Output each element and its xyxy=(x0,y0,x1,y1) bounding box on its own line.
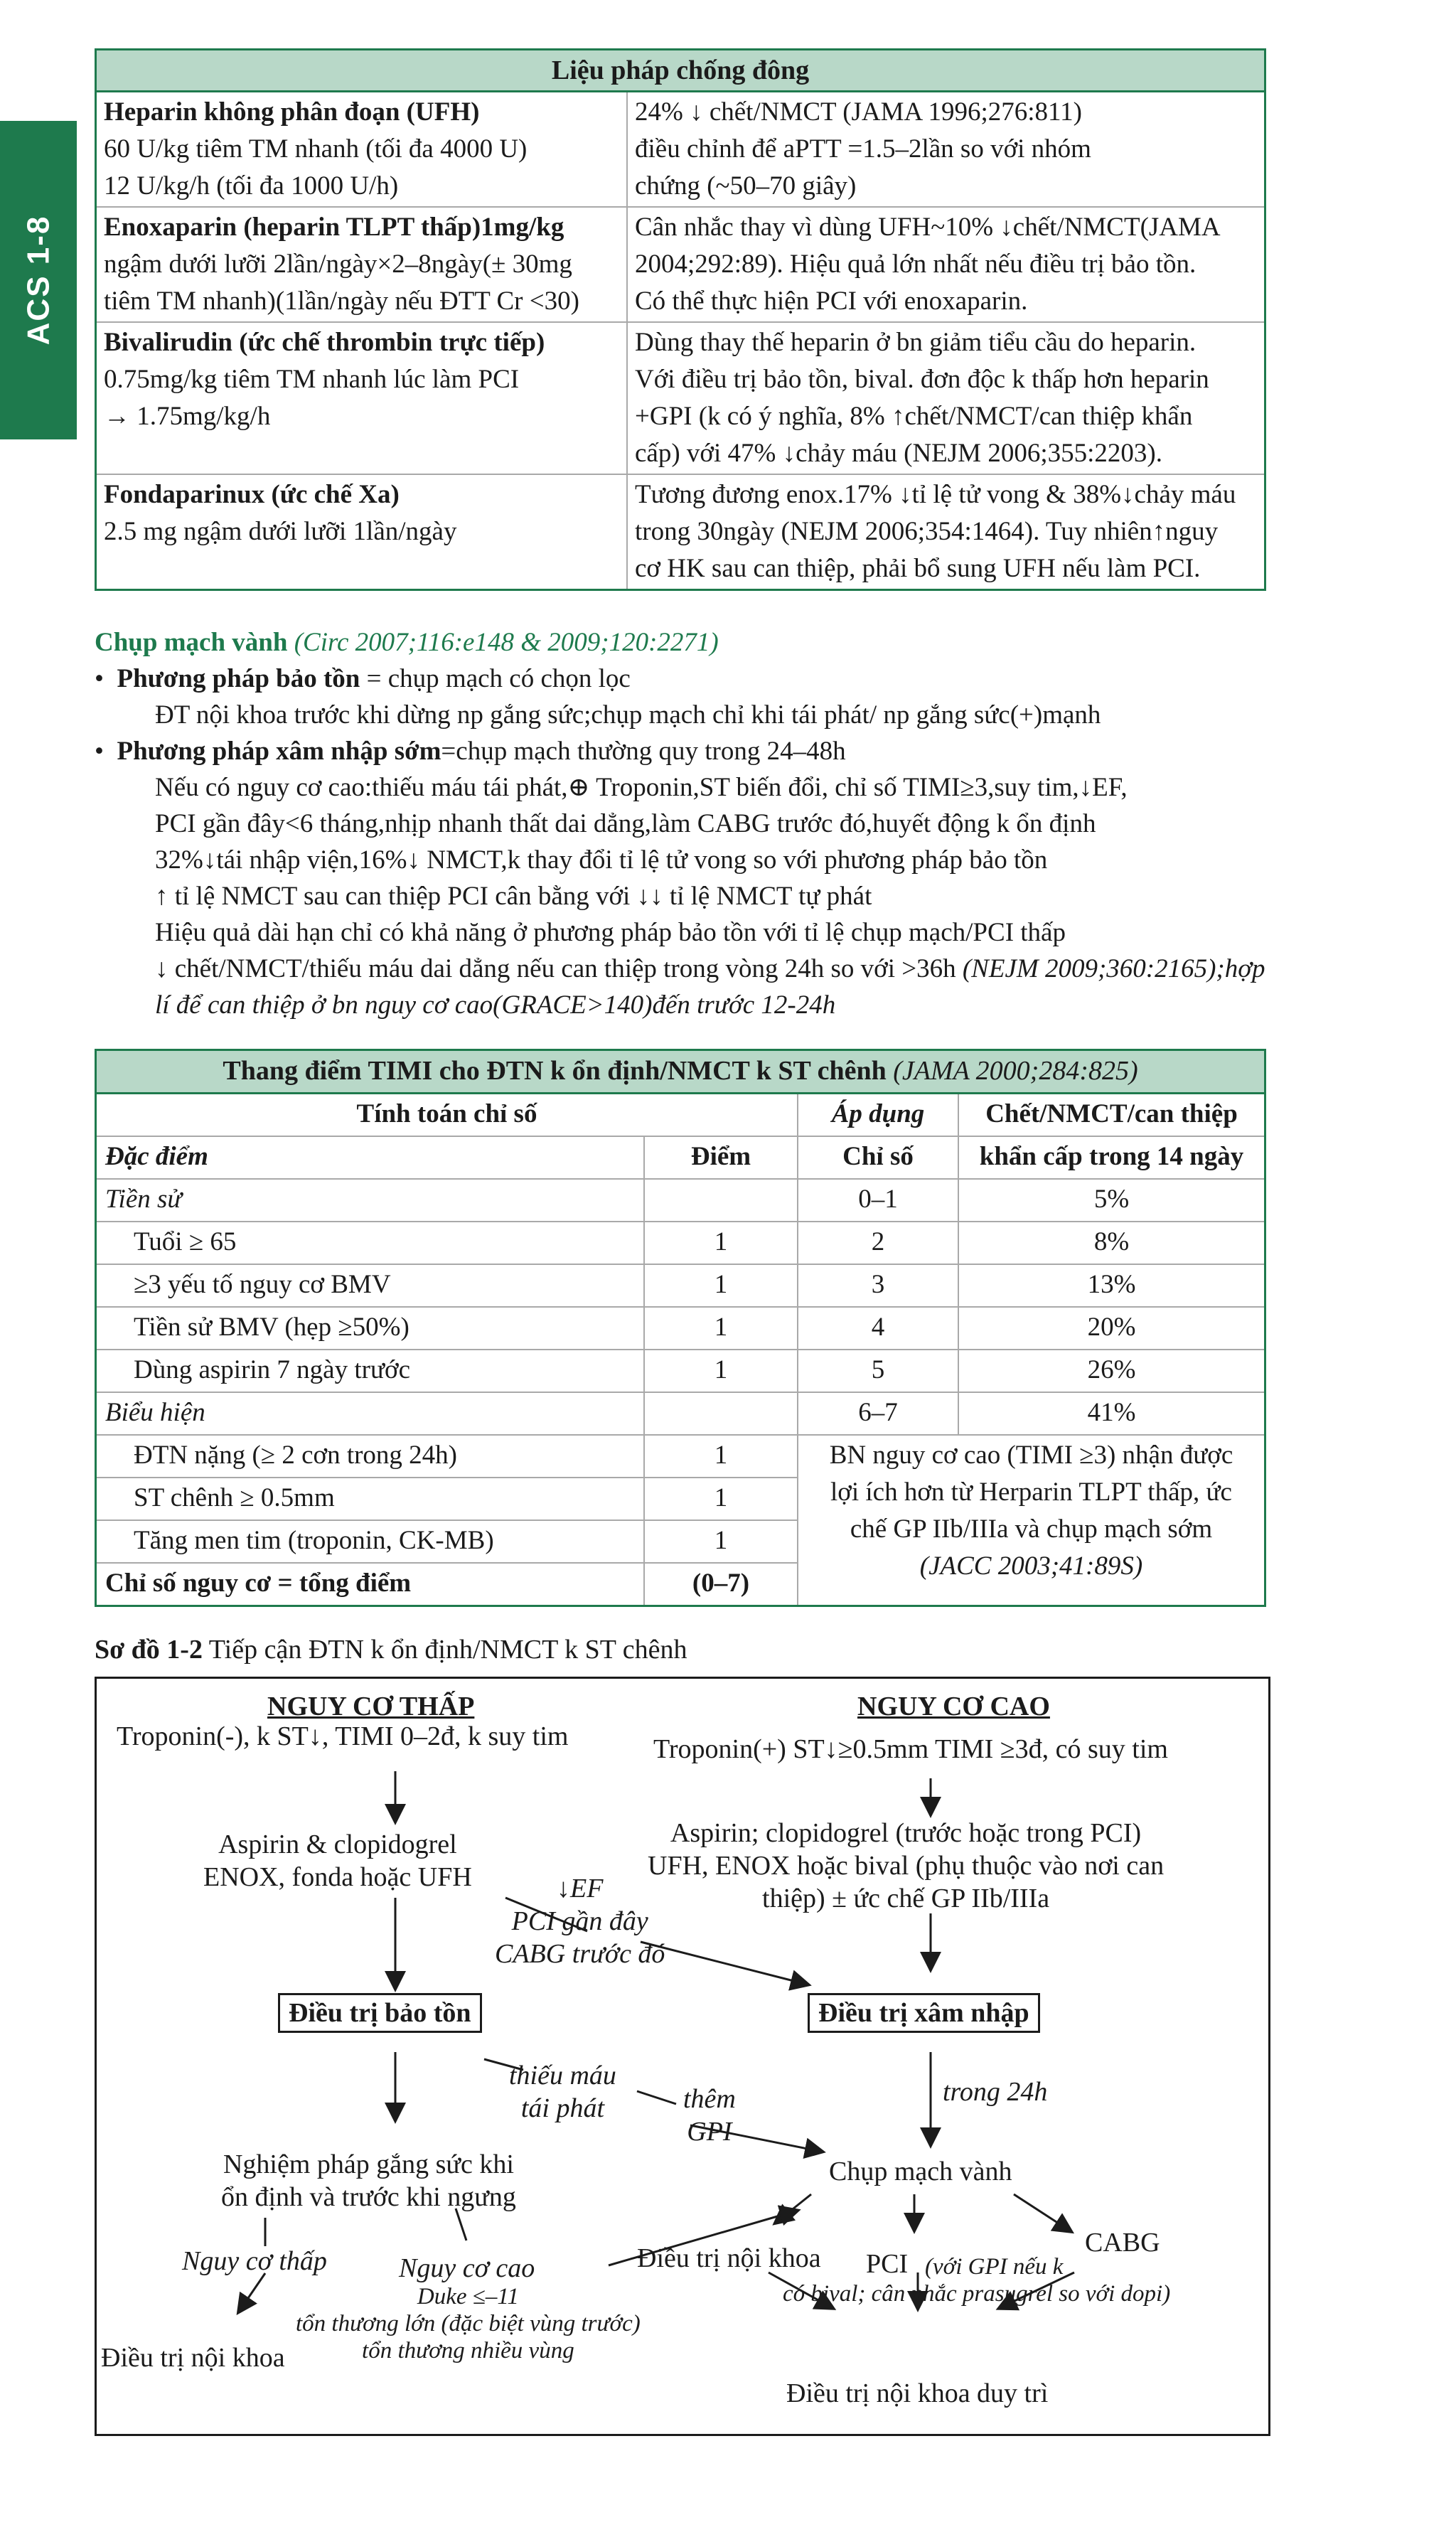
effect-line: +GPI (k có ý nghĩa, 8% ↑chết/NMCT/can thiệp khẩn xyxy=(635,402,1193,431)
invasive-therapy-box: Điều trị xâm nhập xyxy=(808,1993,1040,2033)
points-cell: 1 xyxy=(644,1222,798,1264)
table-row xyxy=(96,1392,1265,1435)
risk-cell: 5% xyxy=(958,1179,1265,1222)
add-gpi-label xyxy=(683,2083,736,2148)
points-cell: 1 xyxy=(644,1478,798,1520)
crossover-line: ↓EF xyxy=(557,1874,604,1903)
high-risk-criteria: Troponin(+) ST↓≥0.5mm TIMI ≥3đ, có suy tim xyxy=(653,1734,1168,1764)
anticoagulation-title: Liệu pháp chống đông xyxy=(96,50,1265,92)
dose-line: → 1.75mg/kg/h xyxy=(104,402,271,431)
effect-line: 2004;292:89). Hiệu quả lớn nhất nếu điều trị bảo tồn. xyxy=(635,250,1197,279)
drug-cell xyxy=(96,322,628,474)
points-cell: 1 xyxy=(644,1520,798,1563)
timi-ref: (JAMA 2000;284:825) xyxy=(893,1056,1138,1086)
risk-cell: 20% xyxy=(958,1307,1265,1350)
maintenance-therapy-node: Điều trị nội khoa duy trì xyxy=(786,2378,1049,2408)
therapy-line: thiệp) ± ức chế GP IIb/IIIa xyxy=(762,1884,1050,1913)
table-row xyxy=(96,207,1265,322)
table-row xyxy=(96,1307,1265,1350)
score-cell: 6–7 xyxy=(798,1392,958,1435)
points-cell: 1 xyxy=(644,1264,798,1307)
high-risk-therapy xyxy=(648,1817,1164,1915)
stress-test-node xyxy=(221,2148,516,2213)
table-row xyxy=(96,1350,1265,1392)
chapter-label: ACS 1-8 xyxy=(21,215,55,346)
risk-detail-line: Duke ≤–11 xyxy=(417,2284,519,2309)
angiography-title: Chụp mạch vành xyxy=(95,628,288,657)
crossover-line: CABG trước đó xyxy=(495,1939,665,1969)
feature-cell: ≥3 yếu tố nguy cơ BMV xyxy=(96,1264,645,1307)
therapy-line: ENOX, fonda hoặc UFH xyxy=(203,1862,472,1892)
anticoagulation-table xyxy=(95,48,1266,591)
risk-cell: 26% xyxy=(958,1350,1265,1392)
low-risk-therapy xyxy=(203,1828,472,1894)
outcome-subheader: khẩn cấp trong 14 ngày xyxy=(958,1136,1265,1179)
chapter-side-tab xyxy=(0,121,77,439)
points-cell: 1 xyxy=(644,1307,798,1350)
score-cell: 4 xyxy=(798,1307,958,1350)
feature-cell: ĐTN nặng (≥ 2 cơn trong 24h) xyxy=(96,1435,645,1478)
calc-header: Tính toán chỉ số xyxy=(96,1094,798,1137)
medical-therapy-node: Điều trị nội khoa xyxy=(101,2343,285,2373)
table-row xyxy=(96,92,1265,208)
dose-line: ngậm dưới lưỡi 2lần/ngày×2–8ngày(± 30mg xyxy=(104,250,572,279)
effect-cell xyxy=(627,474,1265,590)
cabg-node: CABG xyxy=(1085,2228,1160,2258)
strategy-detail: 32%↓tái nhập viện,16%↓ NMCT,k thay đổi tỉ lệ tử vong so với phương pháp bảo tồn xyxy=(155,845,1048,875)
feature-header: Đặc điểm xyxy=(96,1136,645,1179)
pci-note-line: có bival; cân nhắc prasugrel so với dopi) xyxy=(783,2281,1171,2307)
high-risk-heading: NGUY CƠ CAO xyxy=(857,1692,1050,1721)
timi-score-table xyxy=(95,1049,1266,1607)
score-cell: 2 xyxy=(798,1222,958,1264)
score-cell: 0–1 xyxy=(798,1179,958,1222)
strategy-detail-ref: (NEJM 2009;360:2165);hợp lí để can thiệp ở bn nguy cơ cao(GRACE>140)đến trước 12-24h xyxy=(155,954,1265,1020)
drug-cell xyxy=(96,92,628,208)
angiography-section xyxy=(95,624,1275,1023)
table-row xyxy=(96,1179,1265,1222)
low-risk-heading: NGUY CƠ THẤP xyxy=(267,1692,475,1721)
risk-cell: 13% xyxy=(958,1264,1265,1307)
medical-therapy-node-invasive: Điều trị nội khoa xyxy=(637,2243,821,2273)
effect-line: cơ HK sau can thiệp, phải bổ sung UFH nếu làm PCI. xyxy=(635,554,1201,583)
effect-line: Dùng thay thế heparin ở bn giảm tiểu cầu do heparin. xyxy=(635,328,1197,357)
diagram-caption-text: Tiếp cận ĐTN k ổn định/NMCT k ST chênh xyxy=(208,1635,687,1665)
strategy-name: Phương pháp bảo tồn xyxy=(117,664,360,693)
strategy-name: Phương pháp xâm nhập sớm xyxy=(117,737,441,766)
therapy-line: UFH, ENOX hoặc bival (phụ thuộc vào nơi can xyxy=(648,1851,1165,1881)
effect-line: Có thể thực hiện PCI với enoxaparin. xyxy=(635,287,1028,316)
drug-name: Enoxaparin (heparin TLPT thấp)1mg/kg xyxy=(104,213,564,242)
strategy-detail: ↑ tỉ lệ NMCT sau can thiệp PCI cân bằng với ↓↓ tỉ lệ NMCT tự phát xyxy=(155,882,872,911)
dose-line: 60 U/kg tiêm TM nhanh (tối đa 4000 U) xyxy=(104,134,528,164)
stress-high-risk-label: Nguy cơ cao xyxy=(399,2253,535,2283)
feature-cell: Dùng aspirin 7 ngày trước xyxy=(96,1350,645,1392)
strategy-detail: Nếu có nguy cơ cao:thiếu máu tái phát,⊕ Troponin,ST biến đổi, chỉ số TIMI≥3,suy tim,↓EF, xyxy=(155,773,1128,802)
arrow xyxy=(637,2091,676,2104)
recurrent-ischemia-label xyxy=(509,2059,616,2125)
strategy-desc: =chụp mạch thường quy trong 24–48h xyxy=(441,737,846,766)
total-range: (0–7) xyxy=(644,1563,798,1606)
stress-test-line: Nghiệm pháp gắng sức khi xyxy=(223,2149,514,2179)
apply-header: Áp dụng xyxy=(798,1094,958,1137)
effect-cell xyxy=(627,322,1265,474)
score-cell: 5 xyxy=(798,1350,958,1392)
diagram-number: Sơ đồ 1-2 xyxy=(95,1635,203,1665)
outcome-header: Chết/NMCT/can thiệp xyxy=(958,1094,1265,1137)
effect-line: điều chỉnh để aPTT =1.5–2lần so với nhóm xyxy=(635,134,1091,164)
drug-name: Heparin không phân đoạn (UFH) xyxy=(104,97,480,127)
score-header: Chỉ số xyxy=(798,1136,958,1179)
risk-detail-line: tổn thương lớn (đặc biệt vùng trước) xyxy=(296,2311,641,2336)
approach-flowchart xyxy=(95,1677,1270,2436)
dose-line: 2.5 mg ngậm dưới lưỡi 1lần/ngày xyxy=(104,517,457,546)
total-label: Chỉ số nguy cơ = tổng điểm xyxy=(96,1563,645,1606)
presentation-group: Biểu hiện xyxy=(96,1392,645,1435)
table-row xyxy=(96,1435,1265,1478)
arrow xyxy=(776,2194,811,2223)
strategy-desc: = chụp mạch có chọn lọc xyxy=(360,664,631,693)
drug-cell xyxy=(96,207,628,322)
timi-title-cell xyxy=(96,1050,1265,1094)
feature-cell: Tuổi ≥ 65 xyxy=(96,1222,645,1264)
therapy-line: Aspirin & clopidogrel xyxy=(218,1830,457,1859)
dose-line: 12 U/kg/h (tối đa 1000 U/h) xyxy=(104,171,399,201)
effect-line: Cân nhắc thay vì dùng UFH~10% ↓chết/NMCT(JAMA xyxy=(635,213,1221,242)
drug-name: Fondaparinux (ức chế Xa) xyxy=(104,480,400,509)
risk-cell: 8% xyxy=(958,1222,1265,1264)
angiography-heading xyxy=(95,624,1275,661)
effect-line: 24% ↓ chết/NMCT (JAMA 1996;276:811) xyxy=(635,97,1082,127)
feature-cell: Tăng men tim (troponin, CK-MB) xyxy=(96,1520,645,1563)
timi-note-line: lợi ích hơn từ Herparin TLPT thấp, ức xyxy=(830,1478,1232,1507)
diagram-caption xyxy=(95,1634,687,1665)
angiography-node: Chụp mạch vành xyxy=(829,2157,1012,2186)
crossover-criteria xyxy=(495,1872,665,1970)
stress-low-risk-label: Nguy cơ thấp xyxy=(182,2246,327,2276)
table-row xyxy=(96,322,1265,474)
table-row xyxy=(96,474,1265,590)
effect-cell xyxy=(627,92,1265,208)
feature-cell: ST chênh ≥ 0.5mm xyxy=(96,1478,645,1520)
timi-note-line: BN nguy cơ cao (TIMI ≥3) nhận được xyxy=(829,1441,1233,1470)
risk-cell: 41% xyxy=(958,1392,1265,1435)
feature-cell: Tiền sử BMV (hẹp ≥50%) xyxy=(96,1307,645,1350)
arrow xyxy=(1014,2194,1071,2231)
effect-line: Tương đương enox.17% ↓tỉ lệ tử vong & 38%↓chảy máu xyxy=(635,480,1236,509)
points-cell: 1 xyxy=(644,1350,798,1392)
crossover-line: PCI gần đây xyxy=(511,1906,648,1936)
angiography-ref: (Circ 2007;116:e148 & 2009;120:2271) xyxy=(294,628,719,657)
dose-line: tiêm TM nhanh)(1lần/ngày nếu ĐTT Cr <30) xyxy=(104,287,579,316)
within-24h-label: trong 24h xyxy=(943,2077,1048,2107)
ischemia-line: tái phát xyxy=(520,2093,605,2123)
therapy-line: Aspirin; clopidogrel (trước hoặc trong PCI) xyxy=(670,1818,1142,1848)
effect-line: Với điều trị bảo tồn, bival. đơn độc k thấp hơn heparin xyxy=(635,365,1209,394)
effect-line: cấp) với 47% ↓chảy máu (NEJM 2006;355:2203). xyxy=(635,439,1162,468)
strategy-detail: Hiệu quả dài hạn chỉ có khả năng ở phương pháp bảo tồn với tỉ lệ chụp mạch/PCI thấp xyxy=(155,918,1066,947)
pci-note-line: (với GPI nếu k xyxy=(925,2254,1064,2280)
strategy-detail: ĐT nội khoa trước khi dừng np gắng sức;chụp mạch chỉ khi tái phát/ np gắng sức(+)mạnh xyxy=(155,700,1101,730)
low-risk-criteria: Troponin(-), k ST↓, TIMI 0–2đ, k suy tim xyxy=(117,1721,569,1751)
high-risk-details xyxy=(296,2283,641,2364)
timi-title: Thang điểm TIMI cho ĐTN k ổn định/NMCT k ST chênh xyxy=(223,1056,887,1086)
gpi-line: thêm xyxy=(683,2084,736,2114)
effect-cell xyxy=(627,207,1265,322)
timi-note-ref: (JACC 2003;41:89S) xyxy=(919,1551,1143,1581)
strategy-detail: PCI gần đây<6 tháng,nhịp nhanh thất dai dẳng,làm CABG trước đó,huyết động k ổn định xyxy=(155,809,1096,838)
risk-detail-line: tổn thương nhiều vùng xyxy=(362,2338,574,2364)
dose-line: 0.75mg/kg tiêm TM nhanh lúc làm PCI xyxy=(104,365,520,394)
drug-name: Bivalirudin (ức chế thrombin trực tiếp) xyxy=(104,328,545,357)
arrow xyxy=(239,2273,265,2312)
conservative-therapy-box: Điều trị bảo tồn xyxy=(278,1993,482,2033)
strategy-detail xyxy=(95,951,1275,1023)
points-header: Điểm xyxy=(644,1136,798,1179)
timi-note-line: chế GP IIb/IIIa và chụp mạch sớm xyxy=(850,1515,1213,1544)
table-row xyxy=(96,1264,1265,1307)
list-item: • Phương pháp xâm nhập sớm=chụp mạch thường quy trong 24–48h xyxy=(95,737,846,766)
stress-test-line: ổn định và trước khi ngưng xyxy=(221,2182,516,2212)
arrow xyxy=(641,1942,808,1985)
strategy-detail-text: ↓ chết/NMCT/thiếu máu dai dẳng nếu can thiệp trong vòng 24h so với >36h xyxy=(155,954,956,983)
ischemia-line: thiếu máu xyxy=(509,2061,616,2090)
gpi-line: GPI xyxy=(687,2117,732,2147)
table-row xyxy=(96,1222,1265,1264)
drug-cell xyxy=(96,474,628,590)
flow-arrows xyxy=(97,1679,1268,2434)
effect-line: trong 30ngày (NEJM 2006;354:1464). Tuy nhiên↑nguy xyxy=(635,517,1219,546)
history-group: Tiền sử xyxy=(96,1179,645,1222)
effect-line: chứng (~50–70 giây) xyxy=(635,171,857,201)
timi-note-cell xyxy=(798,1435,1265,1606)
pci-node: PCI xyxy=(866,2249,909,2279)
score-cell: 3 xyxy=(798,1264,958,1307)
list-item: • Phương pháp bảo tồn = chụp mạch có chọn lọc xyxy=(95,664,631,693)
points-cell: 1 xyxy=(644,1435,798,1478)
